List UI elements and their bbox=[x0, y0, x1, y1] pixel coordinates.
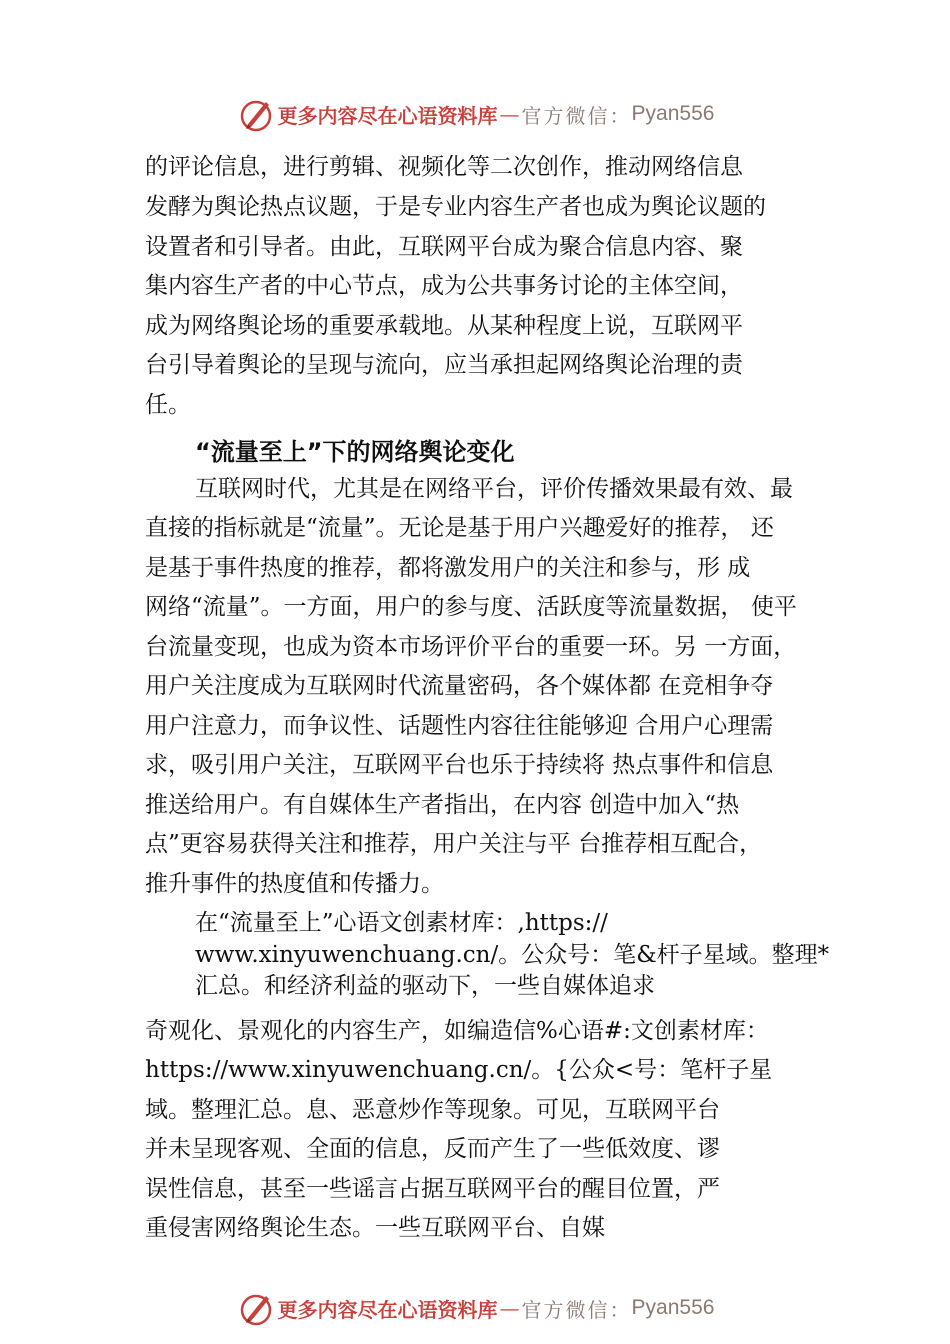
text-line: 域。整理汇总。息、恶意炒作等现象。可见，互联网平台 bbox=[145, 1097, 720, 1123]
text-line: 集内容生产者的中心节点，成为公共事务讨论的主体空间， bbox=[145, 273, 743, 299]
text-line: 发酵为舆论热点议题，于是专业内容生产者也成为舆论议题的 bbox=[145, 194, 766, 220]
text-line: 奇观化、景观化的内容生产，如编造信%心语#:文创素材库： bbox=[145, 1018, 769, 1044]
pen-logo-icon bbox=[236, 1288, 276, 1328]
text-line: 在“流量至上”心语文创素材库：,https:// bbox=[195, 910, 608, 936]
text-line: 台引导着舆论的呈现与流向，应当承担起网络舆论治理的责 bbox=[145, 352, 743, 378]
section-heading: “流量至上”下的网络舆论变化 bbox=[195, 438, 515, 466]
text-line: 并未呈现客观、全面的信息，反而产生了一些低效度、谬 bbox=[145, 1136, 720, 1162]
banner-dash: — bbox=[499, 102, 520, 126]
text-line: 点”更容易获得关注和推荐，用户关注与平 台推荐相互配合， bbox=[145, 831, 763, 857]
brand-text: 更多内容尽在心语资料库 bbox=[277, 1297, 498, 1322]
text-line: 用户关注度成为互联网时代流量密码，各个媒体都 在竞相争夺 bbox=[145, 673, 774, 699]
text-line: 成为网络舆论场的重要承载地。从某种程度上说，互联网平 bbox=[145, 313, 743, 339]
wechat-id: Pyan556 bbox=[631, 1296, 715, 1319]
wechat-label: 官方微信： bbox=[521, 1297, 632, 1322]
footer-banner bbox=[0, 1286, 950, 1330]
text-line: 互联网时代，尤其是在网络平台，评价传播效果最有效、最 bbox=[195, 476, 793, 502]
text-line: 推升事件的热度值和传播力。 bbox=[145, 871, 444, 897]
text-line: 设置者和引导者。由此，互联网平台成为聚合信息内容、聚 bbox=[145, 234, 743, 260]
text-line: 重侵害网络舆论生态。一些互联网平台、自媒 bbox=[145, 1215, 605, 1241]
banner-dash: — bbox=[499, 1296, 520, 1320]
text-line: 任。 bbox=[145, 392, 191, 418]
text-line: 推送给用户。有自媒体生产者指出，在内容 创造中加入“热 bbox=[145, 792, 740, 818]
text-line: 的评论信息，进行剪辑、视频化等二次创作，推动网络信息 bbox=[145, 154, 743, 180]
text-line: https://www.xinyuwenchuang.cn/。{公众<号：笔杆子星 bbox=[145, 1057, 773, 1083]
brand-text: 更多内容尽在心语资料库 bbox=[277, 103, 498, 128]
wechat-id: Pyan556 bbox=[631, 102, 715, 125]
header-banner bbox=[0, 92, 950, 136]
text-line: 网络“流量”。一方面，用户的参与度、活跃度等流量数据， 使平 bbox=[145, 594, 797, 620]
pen-logo-icon bbox=[236, 94, 276, 134]
text-line: 直接的指标就是“流量”。无论是基于用户兴趣爱好的推荐， 还 bbox=[145, 515, 774, 541]
text-line: 误性信息，甚至一些谣言占据互联网平台的醒目位置，严 bbox=[145, 1176, 720, 1202]
text-line: 用户注意力，而争议性、话题性内容往往能够迎 合用户心理需 bbox=[145, 713, 774, 739]
wechat-label: 官方微信： bbox=[521, 103, 632, 128]
text-line: www.xinyuwenchuang.cn/。公众号：笔&杆子星域。整理* bbox=[195, 942, 830, 968]
text-line: 是基于事件热度的推荐，都将激发用户的关注和参与，形 成 bbox=[145, 555, 751, 581]
text-line: 台流量变现，也成为资本市场评价平台的重要一环。另 一方面， bbox=[145, 634, 797, 660]
text-line: 求，吸引用户关注，互联网平台也乐于持续将 热点事件和信息 bbox=[145, 752, 774, 778]
text-line: 汇总。和经济利益的驱动下，一些自媒体追求 bbox=[195, 973, 655, 999]
